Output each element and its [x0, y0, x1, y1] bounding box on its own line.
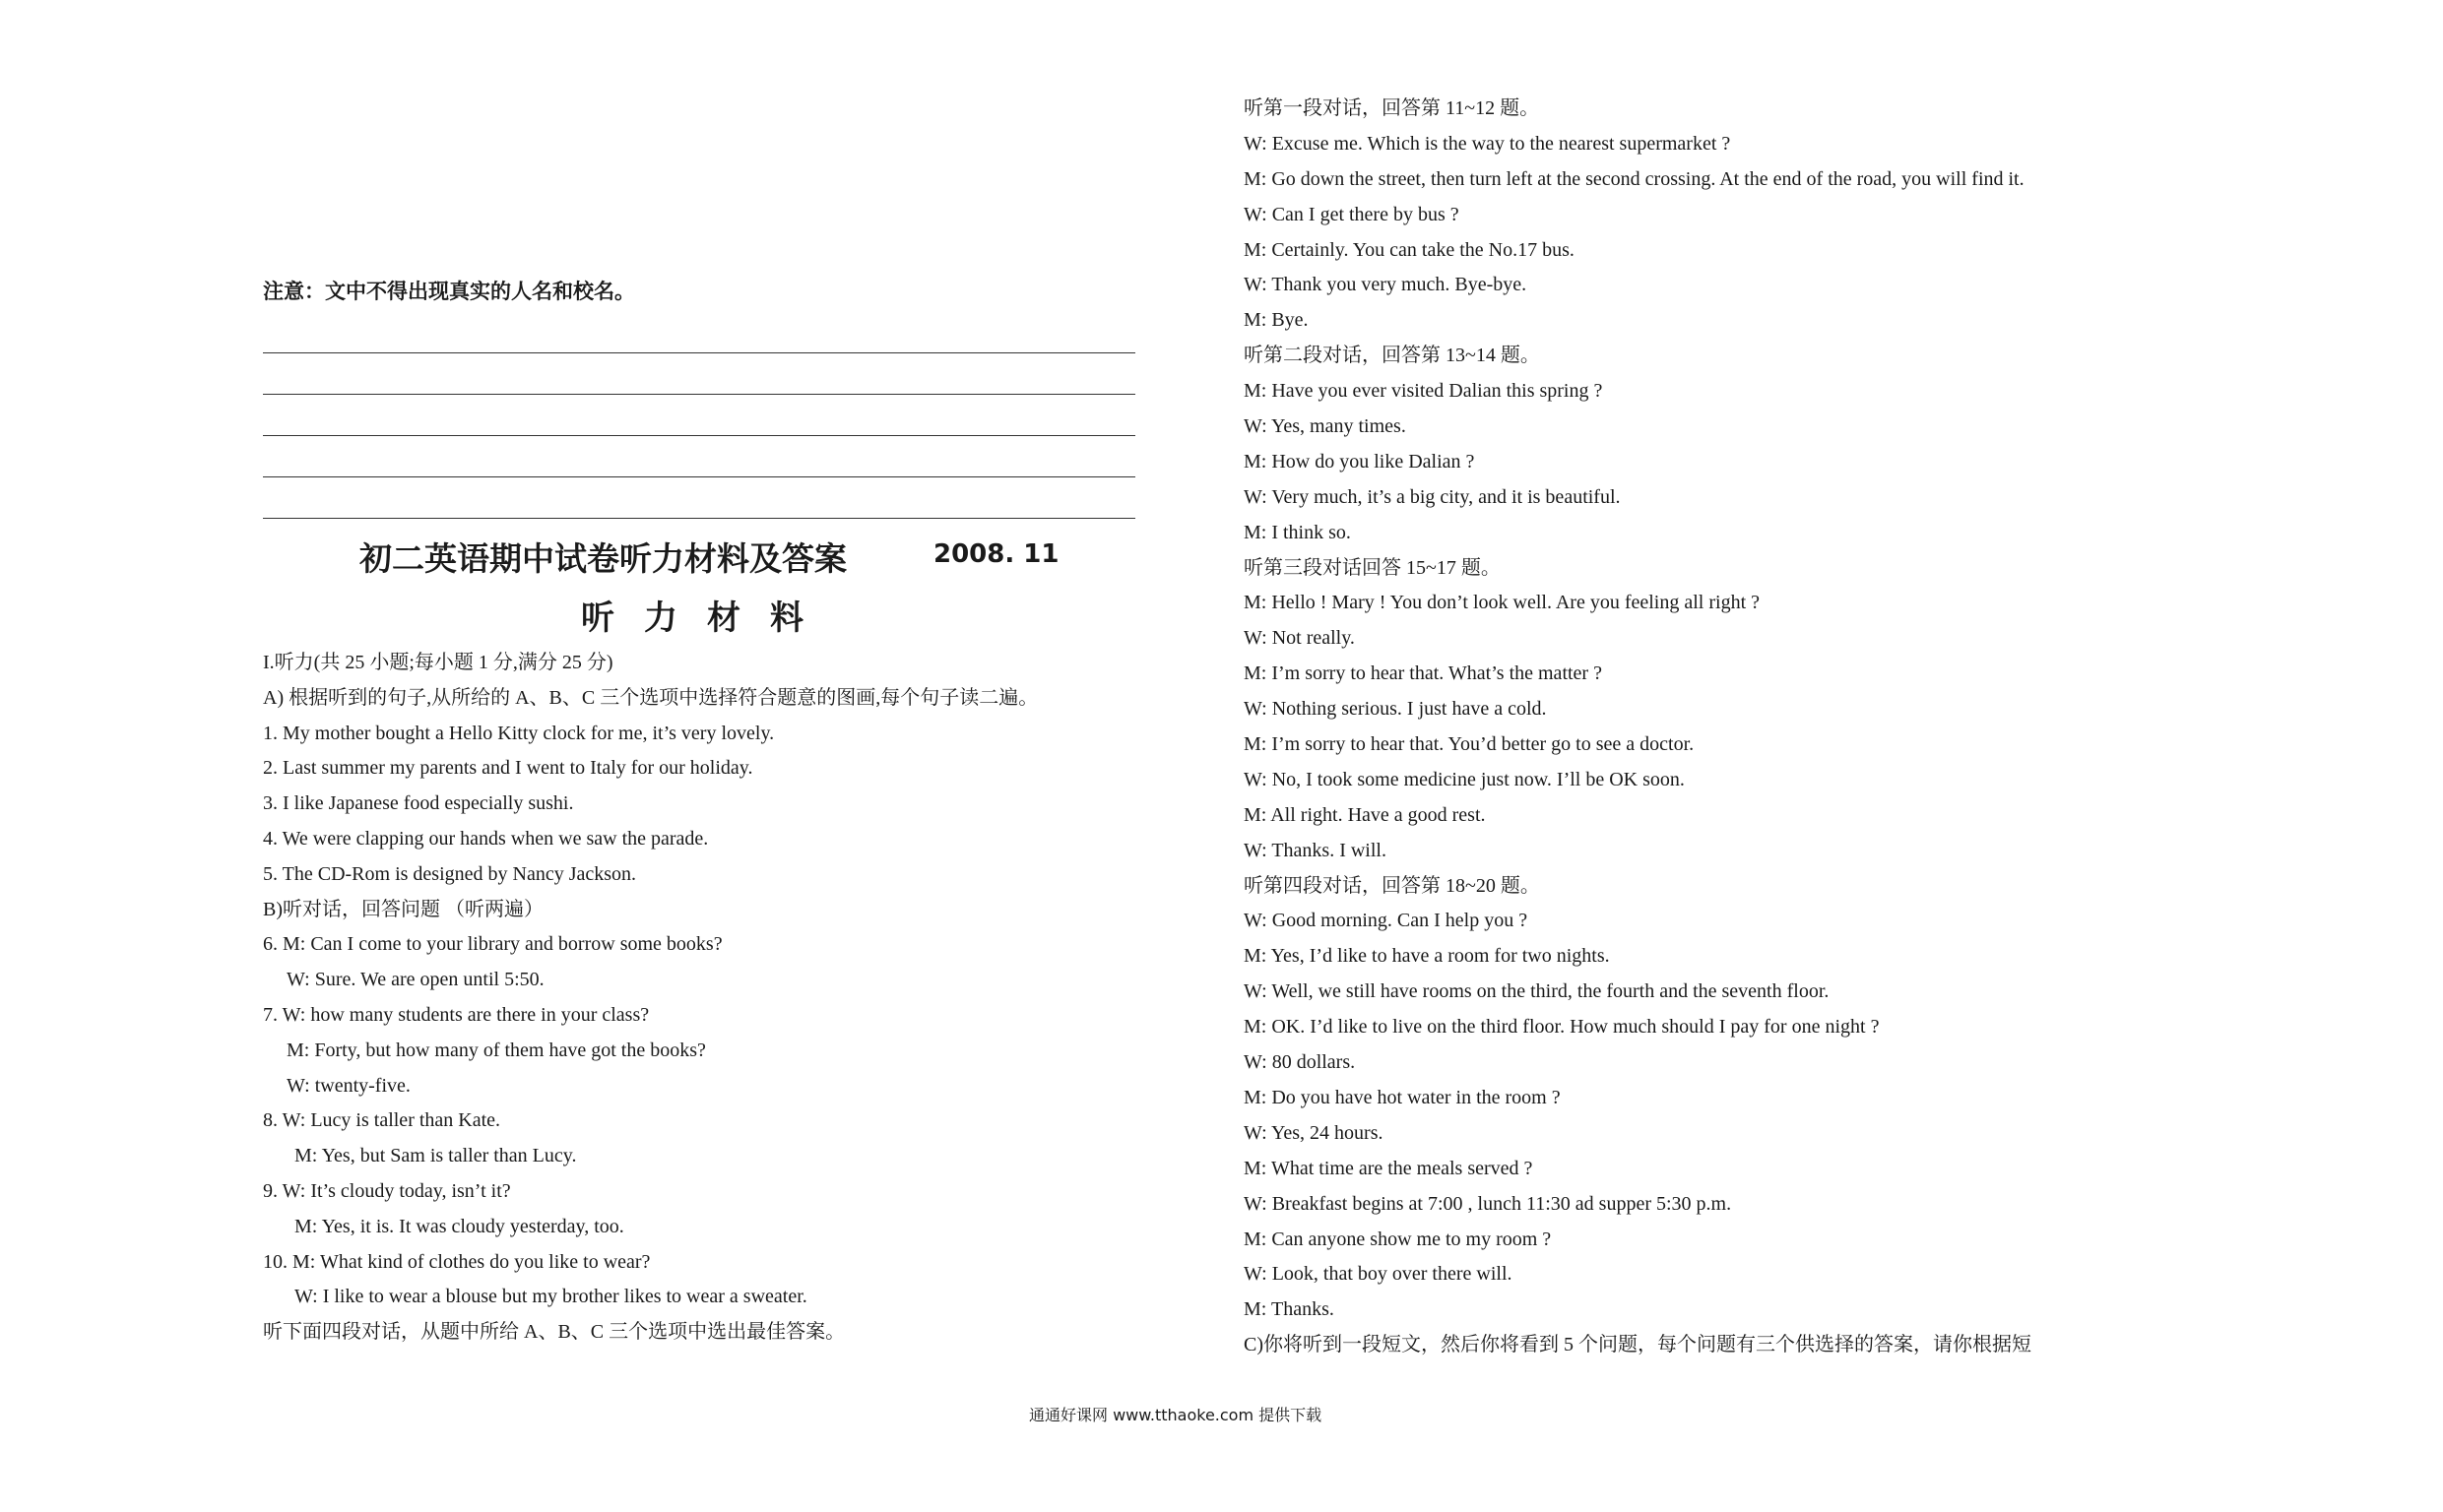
left-line: 听下面四段对话，从题中所给 A、B、C 三个选项中选出最佳答案。 — [263, 1321, 846, 1344]
left-line: 3. I like Japanese food especially sushi. — [263, 792, 574, 815]
right-line: 听第二段对话，回答第 13~14 题。 — [1244, 345, 1540, 367]
right-line: W: Good morning. Can I help you ? — [1244, 910, 1528, 932]
left-line: W: I like to wear a blouse but my brother likes to wear a sweater. — [294, 1286, 807, 1308]
right-line: W: Yes, many times. — [1244, 415, 1406, 438]
right-line: M: Have you ever visited Dalian this spring ? — [1244, 380, 1603, 403]
right-line: M: Hello ! Mary ! You don’t look well. Are you feeling all right ? — [1244, 592, 1761, 614]
notice-text: 注意：文中不得出现真实的人名和校名。 — [263, 280, 635, 303]
right-line: W: Excuse me. Which is the way to the nearest supermarket ? — [1244, 132, 1731, 155]
right-line: W: Can I get there by bus ? — [1244, 203, 1459, 225]
left-line: B)听对话，回答问题 （听两遍） — [263, 898, 544, 920]
right-line: W: Look, that boy over there will. — [1244, 1263, 1512, 1286]
right-line: W: Nothing serious. I just have a cold. — [1244, 698, 1547, 721]
left-line: 8. W: Lucy is taller than Kate. — [263, 1109, 501, 1132]
right-line: M: Go down the street, then turn left at the second crossing. At the end of the road, you will find it. — [1244, 167, 2025, 190]
right-line: M: I’m sorry to hear that. You’d better go to see a doctor. — [1244, 733, 1695, 756]
right-line: M: How do you like Dalian ? — [1244, 450, 1475, 472]
blank-line-2 — [263, 394, 1135, 395]
left-line: 5. The CD-Rom is designed by Nancy Jackson. — [263, 862, 637, 885]
left-line: 4. We were clapping our hands when we saw the parade. — [263, 827, 709, 850]
right-line: M: Do you have hot water in the room ? — [1244, 1086, 1561, 1108]
right-line: W: Very much, it’s a big city, and it is beautiful. — [1244, 485, 1621, 508]
right-line: M: I think so. — [1244, 521, 1351, 543]
left-line: 10. M: What kind of clothes do you like to wear? — [263, 1250, 651, 1273]
right-line: W: Yes, 24 hours. — [1244, 1121, 1383, 1144]
section-subtitle: 听力材料 — [581, 598, 833, 638]
left-line: 6. M: Can I come to your library and borrow some books? — [263, 933, 723, 956]
right-line: M: OK. I’d like to live on the third floor. How much should I pay for one night ? — [1244, 1016, 1880, 1039]
right-column — [1244, 92, 2031, 1363]
blank-line-1 — [263, 352, 1135, 353]
right-line: M: I’m sorry to hear that. What’s the matter ? — [1244, 662, 1602, 685]
right-line: M: Yes, I’d like to have a room for two nights. — [1244, 945, 1610, 968]
right-line: W: Thank you very much. Bye-bye. — [1244, 274, 1527, 296]
document-date: 2008. 11 — [933, 539, 1060, 569]
right-line: M: All right. Have a good rest. — [1244, 803, 1486, 826]
right-line: M: Bye. — [1244, 309, 1309, 332]
blank-line-5 — [263, 518, 1135, 519]
right-line: M: What time are the meals served ? — [1244, 1157, 1533, 1179]
right-line: M: Thanks. — [1244, 1298, 1334, 1321]
document-title: 初二英语期中试卷听力材料及答案 — [359, 539, 847, 578]
right-line: M: Certainly. You can take the No.17 bus. — [1244, 238, 1575, 261]
right-line: W: Breakfast begins at 7:00 , lunch 11:30 ad supper 5:30 p.m. — [1244, 1192, 1732, 1215]
left-line: M: Forty, but how many of them have got the books? — [287, 1039, 706, 1061]
right-line: W: Well, we still have rooms on the third, the fourth and the seventh floor. — [1244, 980, 1830, 1003]
right-line: 听第三段对话回答 15~17 题。 — [1244, 556, 1501, 579]
right-line: W: 80 dollars. — [1244, 1051, 1356, 1074]
left-line: M: Yes, it is. It was cloudy yesterday, too. — [294, 1215, 624, 1237]
left-line: 7. W: how many students are there in your class? — [263, 1003, 650, 1026]
left-line: 2. Last summer my parents and I went to Italy for our holiday. — [263, 757, 753, 780]
right-line: 听第四段对话，回答第 18~20 题。 — [1244, 874, 1540, 897]
left-column — [263, 646, 1038, 1351]
left-line: W: Sure. We are open until 5:50. — [287, 969, 545, 991]
left-line: 1. My mother bought a Hello Kitty clock for me, it’s very lovely. — [263, 722, 775, 744]
left-line: I.听力(共 25 小题;每小题 1 分,满分 25 分) — [263, 652, 613, 673]
left-line: W: twenty-five. — [287, 1074, 411, 1097]
blank-line-4 — [263, 476, 1135, 477]
left-line: M: Yes, but Sam is taller than Lucy. — [294, 1145, 577, 1167]
left-line: 9. W: It’s cloudy today, isn’t it? — [263, 1179, 511, 1202]
footer-credit: 通通好课网 www.tthaoke.com 提供下载 — [1029, 1406, 1322, 1424]
right-line: W: Not really. — [1244, 627, 1355, 650]
blank-line-3 — [263, 435, 1135, 436]
left-line: A) 根据听到的句子,从所给的 A、B、C 三个选项中选择符合题意的图画,每个句子读二遍。 — [263, 686, 1039, 709]
right-line: M: Can anyone show me to my room ? — [1244, 1228, 1552, 1250]
right-line: C)你将听到一段短文，然后你将看到 5 个问题，每个问题有三个供选择的答案，请你根据短 — [1244, 1334, 2031, 1356]
right-line: W: Thanks. I will. — [1244, 839, 1386, 861]
right-line: W: No, I took some medicine just now. I’ll be OK soon. — [1244, 768, 1685, 790]
right-line: 听第一段对话，回答第 11~12 题。 — [1244, 97, 1540, 119]
